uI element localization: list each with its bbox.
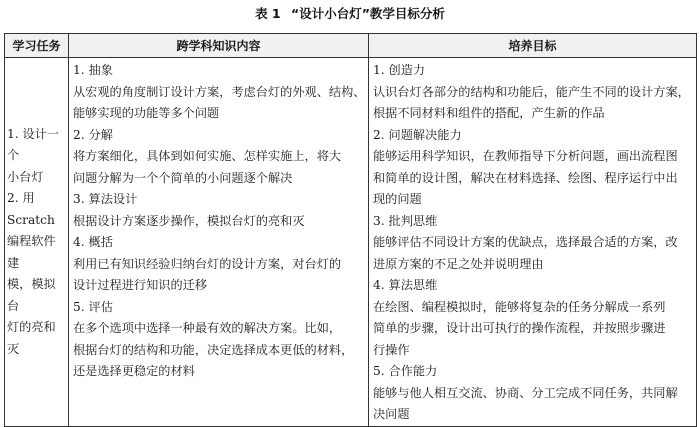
header-row xyxy=(5,34,697,58)
table-row xyxy=(5,58,697,427)
knowledge-line: 4. 概括 xyxy=(73,235,113,249)
knowledge-line: 3. 算法设计 xyxy=(73,192,138,206)
knowledge-line: 将方案细化，具体到如何实施、怎样实施上，将大 xyxy=(73,149,342,163)
knowledge-line: 能够实现的功能等多个问题 xyxy=(73,106,220,120)
goal-line: 1. 创造力 xyxy=(373,63,426,77)
goal-line: 2. 问题解决能力 xyxy=(373,127,462,142)
goal-line: 行操作 xyxy=(373,342,410,357)
goal-line: 5. 合作能力 xyxy=(373,364,438,378)
table-number: 表 1 xyxy=(255,6,281,21)
knowledge-line: 设计过程进行知识的迁移 xyxy=(73,278,208,292)
goal-line: 进原方案的不足之处并说明理由 xyxy=(373,256,544,271)
knowledge-line: 5. 评估 xyxy=(73,299,113,314)
goals-cell xyxy=(369,58,697,427)
knowledge-line: 在多个选项中选择一种最有效的解决方案。比如， xyxy=(73,321,342,335)
header-goals: 培养目标 xyxy=(369,34,697,58)
objectives-table xyxy=(4,33,697,427)
knowledge-line: 根据设计方案逐步操作，模拟台灯的亮和灭 xyxy=(73,213,305,228)
knowledge-cell xyxy=(69,58,369,427)
table-title: “设计小台灯”教学目标分析 xyxy=(290,6,445,21)
task-line: 2. 用 Scratch xyxy=(7,191,55,227)
goal-line: 能够评估不同设计方案的优缺点，选择最合适的方案，改 xyxy=(373,235,678,249)
goal-line: 在绘图、编程模拟时，能够将复杂的任务分解成一系列 xyxy=(373,299,666,314)
goal-line: 认识台灯各部分的结构和功能后，能产生不同的设计方案， xyxy=(373,84,690,99)
task-line: 模，模拟台 xyxy=(7,277,56,313)
goal-line: 4. 算法思维 xyxy=(373,278,438,292)
goal-line: 根据不同材料和组件的搭配，产生新的作品 xyxy=(373,106,605,120)
knowledge-line: 根据台灯的结构和功能，决定选择成本更低的材料， xyxy=(73,342,354,357)
goal-line: 简单的步骤，设计出可执行的操作流程，并按照步骤进 xyxy=(373,321,666,335)
goal-line: 现的问题 xyxy=(373,192,422,206)
knowledge-text xyxy=(69,58,368,383)
knowledge-line: 2. 分解 xyxy=(73,127,113,142)
task-line: 小台灯 xyxy=(7,169,44,184)
knowledge-line: 1. 抽象 xyxy=(73,63,113,77)
goal-line: 能够与他人相互交流、协商、分工完成不同任务，共同解 xyxy=(373,385,678,400)
goal-line: 决问题 xyxy=(373,407,410,421)
goal-line: 能够运用科学知识，在教师指导下分析问题，画出流程图 xyxy=(373,149,678,163)
header-knowledge: 跨学科知识内容 xyxy=(69,34,369,58)
knowledge-line: 还是选择更稳定的材料 xyxy=(73,364,195,378)
goal-line: 和简单的设计图，解决在材料选择、绘图、程序运行中出 xyxy=(373,170,678,185)
task-line: 编程软件建 xyxy=(7,234,56,270)
task-line: 灯的亮和灭 xyxy=(7,320,56,356)
table-caption xyxy=(0,4,700,22)
knowledge-line: 问题分解为一个个简单的小问题逐个解决 xyxy=(73,170,293,185)
header-task: 学习任务 xyxy=(5,34,69,58)
task-line: 1. 设计一个 xyxy=(7,126,60,162)
knowledge-line: 利用已有知识经验归纳台灯的设计方案，对台灯的 xyxy=(73,256,342,271)
task-text xyxy=(7,124,66,361)
knowledge-line: 从宏观的角度制订设计方案，考虑台灯的外观、结构、 xyxy=(73,84,366,99)
task-cell xyxy=(5,58,69,427)
goals-text xyxy=(369,58,696,426)
goal-line: 3. 批判思维 xyxy=(373,213,438,228)
